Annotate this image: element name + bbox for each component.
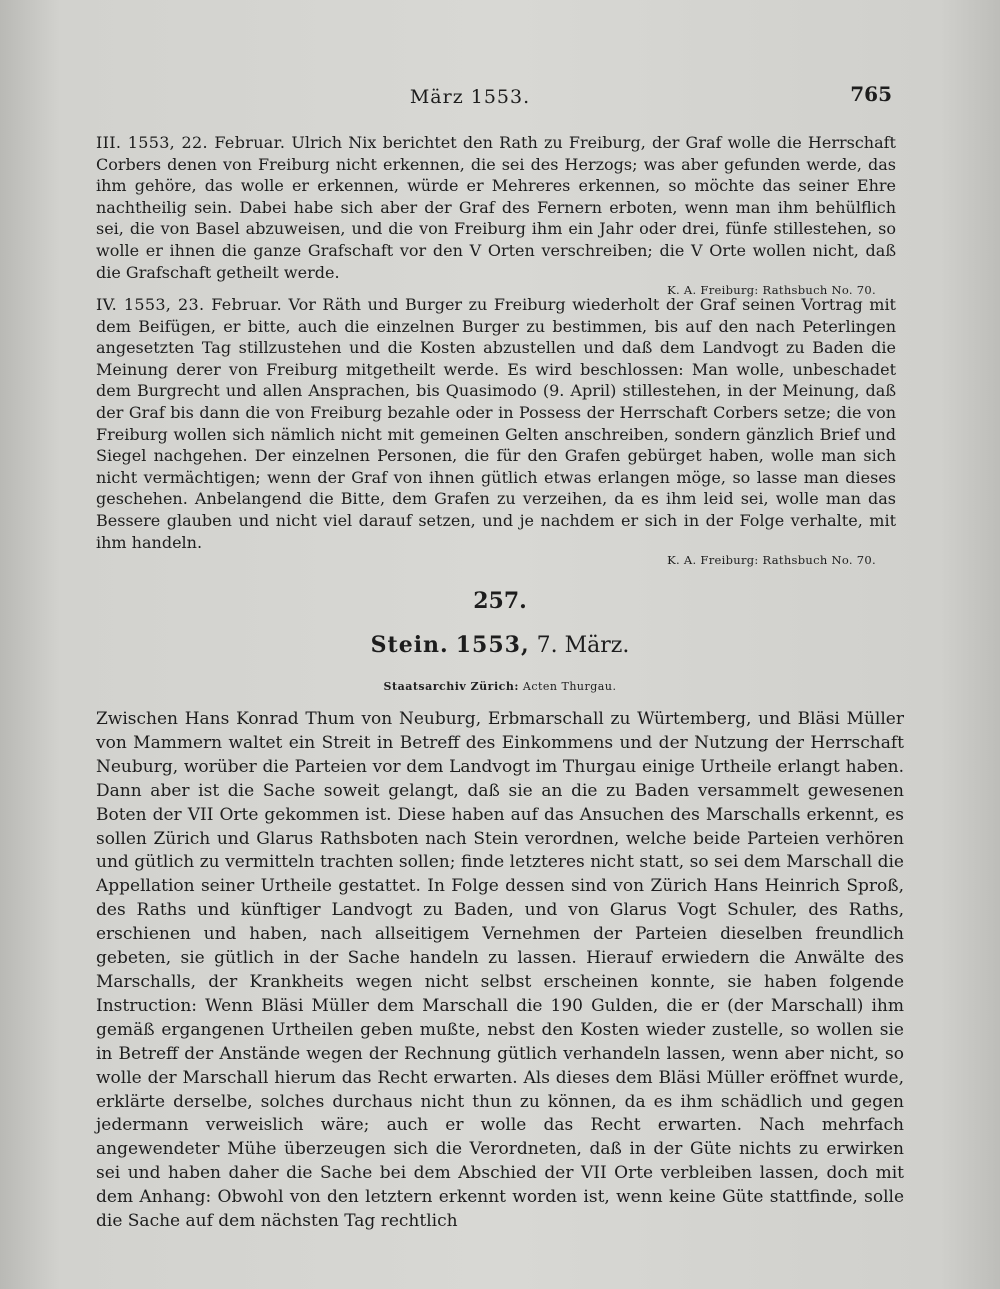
page-number: 765: [850, 82, 892, 106]
archive-reference: [0, 680, 1000, 693]
section-date: 7. März.: [536, 633, 630, 658]
entry-iii-text: Ulrich Nix berichtet den Rath zu Freiburg, der Graf wolle die Herrschaft Corbers denen von Freiburg nicht erkennen, die sei des Herzogs; was aber gefunden werde, das ihm gehöre, das wolle er erkennen, würde er Mehreres erkennen, so möchte das seiner Ehre nachtheilig sein. Dabei habe sich aber der Graf des Fernern erboten, wenn man ihm behülflich sei, die von Basel abzuweisen, und die von Freiburg ihm ein Jahr oder drei, fünfe stillestehen, so wolle er ihnen die ganze Grafschaft vor den V Orten verschreiben; die V Orte wollen nicht, daß die Grafschaft getheilt werde.: [96, 133, 896, 282]
entry-iv-source: K. A. Freiburg: Rathsbuch No. 70.: [667, 553, 876, 568]
entry-iii-source: K. A. Freiburg: Rathsbuch No. 70.: [667, 283, 876, 298]
section-place: Stein.: [370, 632, 449, 658]
archive-name: Staatsarchiv Zürich:: [383, 680, 519, 693]
entry-iv-text: Vor Räth und Burger zu Freiburg wiederholt der Graf seinen Vortrag mit dem Beifügen, er bitte, auch die einzelnen Burger zu bestimmen, bis auf den nach Peterlingen angesetzten Tag stillzustehen und die Kosten abzustellen und daß dem Landvogt zu Baden die Meinung derer von Freiburg mitgetheilt werde. Es wird beschlossen: Man wolle, unbeschadet dem Burgrecht und allen Ansprachen, bis Quasimodo (9. April) stillestehen, in der Meinung, daß der Graf bis dann die von Freiburg bezahle oder in Possess der Herrschaft Corbers setze; die von Freiburg wollen sich nämlich nicht mit gemeinen Gelten anschreiben, sondern gänzlich Brief und Siegel nachgehen. Der einzelnen Personen, die für den Grafen gebürget haben, wolle man sich nicht vermächtigen; wenn der Graf von ihnen gütlich etwas erlangen möge, so lasse man dieses geschehen. Anbelangend die Bitte, dem Grafen zu verzeihen, da es ihm leid sei, wolle man das Bessere glauben und nicht viel darauf setzen, und je nachdem er sich in der Folge verhalte, mit ihm handeln.: [96, 295, 896, 552]
section-title: [0, 632, 1000, 658]
archive-file: Acten Thurgau.: [522, 680, 617, 693]
section-number: 257.: [473, 588, 527, 614]
entry-iii-date: III. 1553, 22. Februar.: [96, 133, 286, 152]
entry-iii: [96, 132, 896, 297]
entry-iv-date: IV. 1553, 23. Februar.: [96, 295, 282, 314]
body-paragraph: Zwischen Hans Konrad Thum von Neuburg, Erbmarschall zu Würtemberg, und Bläsi Müller von Mammern waltet ein Streit in Betreff des Einkommens und der Nutzung der Herrschaft Neuburg, worüber die Parteien vor dem Landvogt im Thurgau einige Urtheile erlangt haben. Dann aber ist die Sache soweit gelangt, daß sie an die zu Baden versammelt gewesenen Boten der VII Orte gekommen ist. Diese haben auf das Ansuchen des Marschalls erkennt, es sollen Zürich und Glarus Rathsboten nach Stein verordnen, welche beide Parteien verhören und gütlich zu vermitteln trachten sollen; finde letzteres nicht statt, so sei dem Marschall die Appellation seiner Urtheile gestattet. In Folge dessen sind von Zürich Hans Heinrich Sproß, des Raths und künftiger Landvogt zu Baden, und von Glarus Vogt Schuler, des Raths, erschienen und haben, nach allseitigem Vernehmen der Parteien dieselben freundlich gebeten, sie gütlich in der Sache handeln zu lassen. Hierauf erwiedern die Anwälte des Marschalls, der Krankheits wegen nicht selbst erscheinen konnte, sie haben folgende Instruction: Wenn Bläsi Müller dem Marschall die 190 Gulden, die er (der Marschall) ihm gemäß ergangenen Urtheilen geben mußte, nebst den Kosten wieder zustelle, so wollen sie in Betreff der Anstände wegen der Rechnung gütlich verhandeln lassen, wenn aber nicht, so wolle der Marschall hierum das Recht erwarten. Als dieses dem Bläsi Müller eröffnet wurde, erklärte derselbe, solches durchaus nicht thun zu können, da es ihm schädlich und gegen jedermann verweislich wäre; auch er wolle das Recht erwarten. Nach mehrfach angewendeter Mühe überzeugen sich die Verordneten, daß in der Güte nichts zu erwirken sei und haben daher die Sache bei dem Abschied der VII Orte verbleiben lassen, doch mit dem Anhang: Obwohl von den letztern erkennt worden ist, wenn keine Güte stattfinde, solle die Sache auf dem nächsten Tag rechtlich: [96, 709, 904, 1232]
running-header-month: März 1553.: [409, 86, 531, 108]
section-year: 1553,: [455, 632, 530, 658]
entry-iv: [96, 294, 896, 567]
